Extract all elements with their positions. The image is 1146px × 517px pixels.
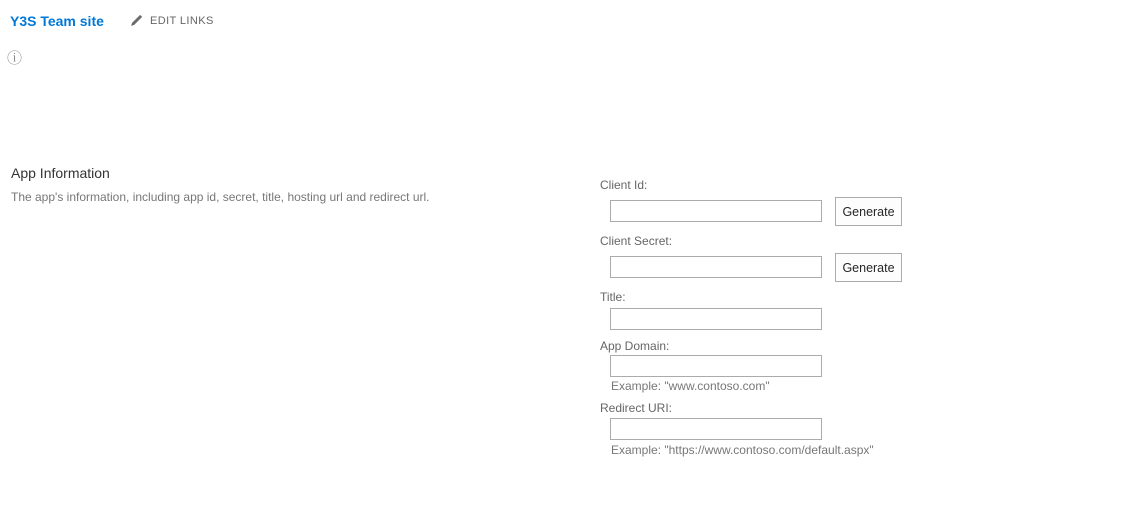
client-id-label: Client Id: <box>600 178 648 192</box>
client-secret-generate-button[interactable]: Generate <box>835 253 902 282</box>
app-domain-label: App Domain: <box>600 339 670 353</box>
title-label: Title: <box>600 290 626 304</box>
site-title-link[interactable]: Y3S Team site <box>10 13 104 29</box>
edit-links-button[interactable] <box>130 14 214 27</box>
client-secret-label: Client Secret: <box>600 234 673 248</box>
app-domain-input[interactable] <box>610 355 822 377</box>
edit-links-label: EDIT LINKS <box>150 14 214 27</box>
client-id-input[interactable] <box>610 200 822 222</box>
client-secret-input[interactable] <box>610 256 822 278</box>
section-title: App Information <box>11 165 110 181</box>
info-icon[interactable]: ⓘ <box>7 50 23 67</box>
app-domain-example: Example: "www.contoso.com" <box>611 379 770 393</box>
client-id-generate-button[interactable]: Generate <box>835 197 902 226</box>
redirect-uri-label: Redirect URI: <box>600 401 673 415</box>
redirect-uri-input[interactable] <box>610 418 822 440</box>
pencil-icon <box>130 14 143 27</box>
section-description: The app's information, including app id, secret, title, hosting url and redirect url. <box>11 190 430 204</box>
redirect-uri-example: Example: "https://www.contoso.com/default.aspx" <box>611 443 874 457</box>
title-input[interactable] <box>610 308 822 330</box>
